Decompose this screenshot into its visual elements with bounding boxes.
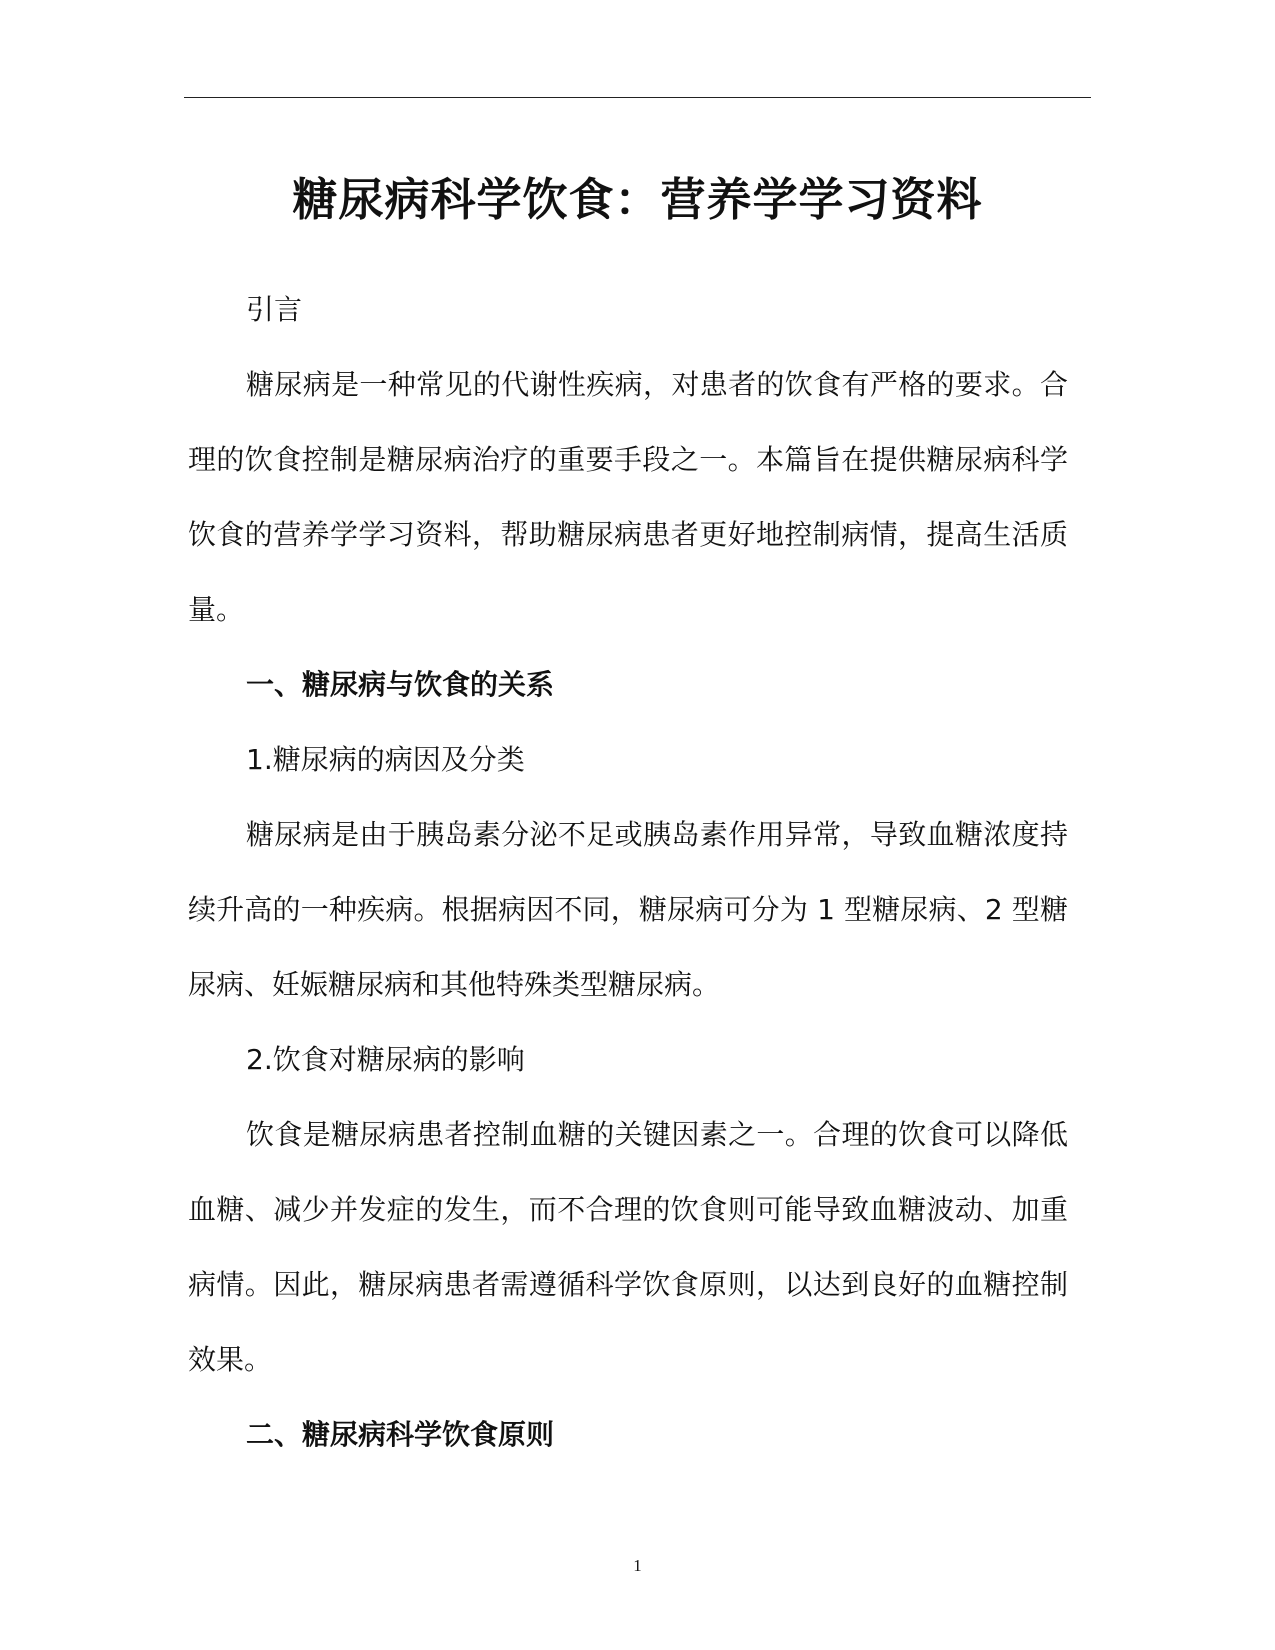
header-rule bbox=[184, 97, 1091, 98]
intro-heading: 引言 bbox=[246, 293, 303, 326]
section-1-sub-2-paragraph: 饮食是糖尿病患者控制血糖的关键因素之一。合理的饮食可以降低血糖、减少并发症的发生，而不合理的饮食则可能导致血糖波动、加重病情。因此，糖尿病患者需遵循科学饮食原则，以达到良好的血糖控制效果。 bbox=[188, 1118, 1068, 1376]
section-1-sub-1-paragraph: 糖尿病是由于胰岛素分泌不足或胰岛素作用异常，导致血糖浓度持续升高的一种疾病。根据病因不同，糖尿病可分为 1 型糖尿病、2 型糖尿病、妊娠糖尿病和其他特殊类型糖尿病。 bbox=[188, 818, 1068, 1001]
section-1-sub-1-heading: 1.糖尿病的病因及分类 bbox=[246, 743, 525, 776]
intro-paragraph: 糖尿病是一种常见的代谢性疾病，对患者的饮食有严格的要求。合理的饮食控制是糖尿病治疗的重要手段之一。本篇旨在提供糖尿病科学饮食的营养学学习资料，帮助糖尿病患者更好地控制病情，提高生活质量。 bbox=[188, 368, 1068, 626]
page-number: 1 bbox=[633, 1556, 642, 1575]
section-1-heading: 一、糖尿病与饮食的关系 bbox=[246, 668, 555, 701]
document-title: 糖尿病科学饮食：营养学学习资料 bbox=[292, 173, 983, 226]
document-body bbox=[188, 272, 1068, 1472]
section-2-heading: 二、糖尿病科学饮食原则 bbox=[246, 1418, 555, 1451]
section-1-sub-2-heading: 2.饮食对糖尿病的影响 bbox=[246, 1043, 525, 1076]
